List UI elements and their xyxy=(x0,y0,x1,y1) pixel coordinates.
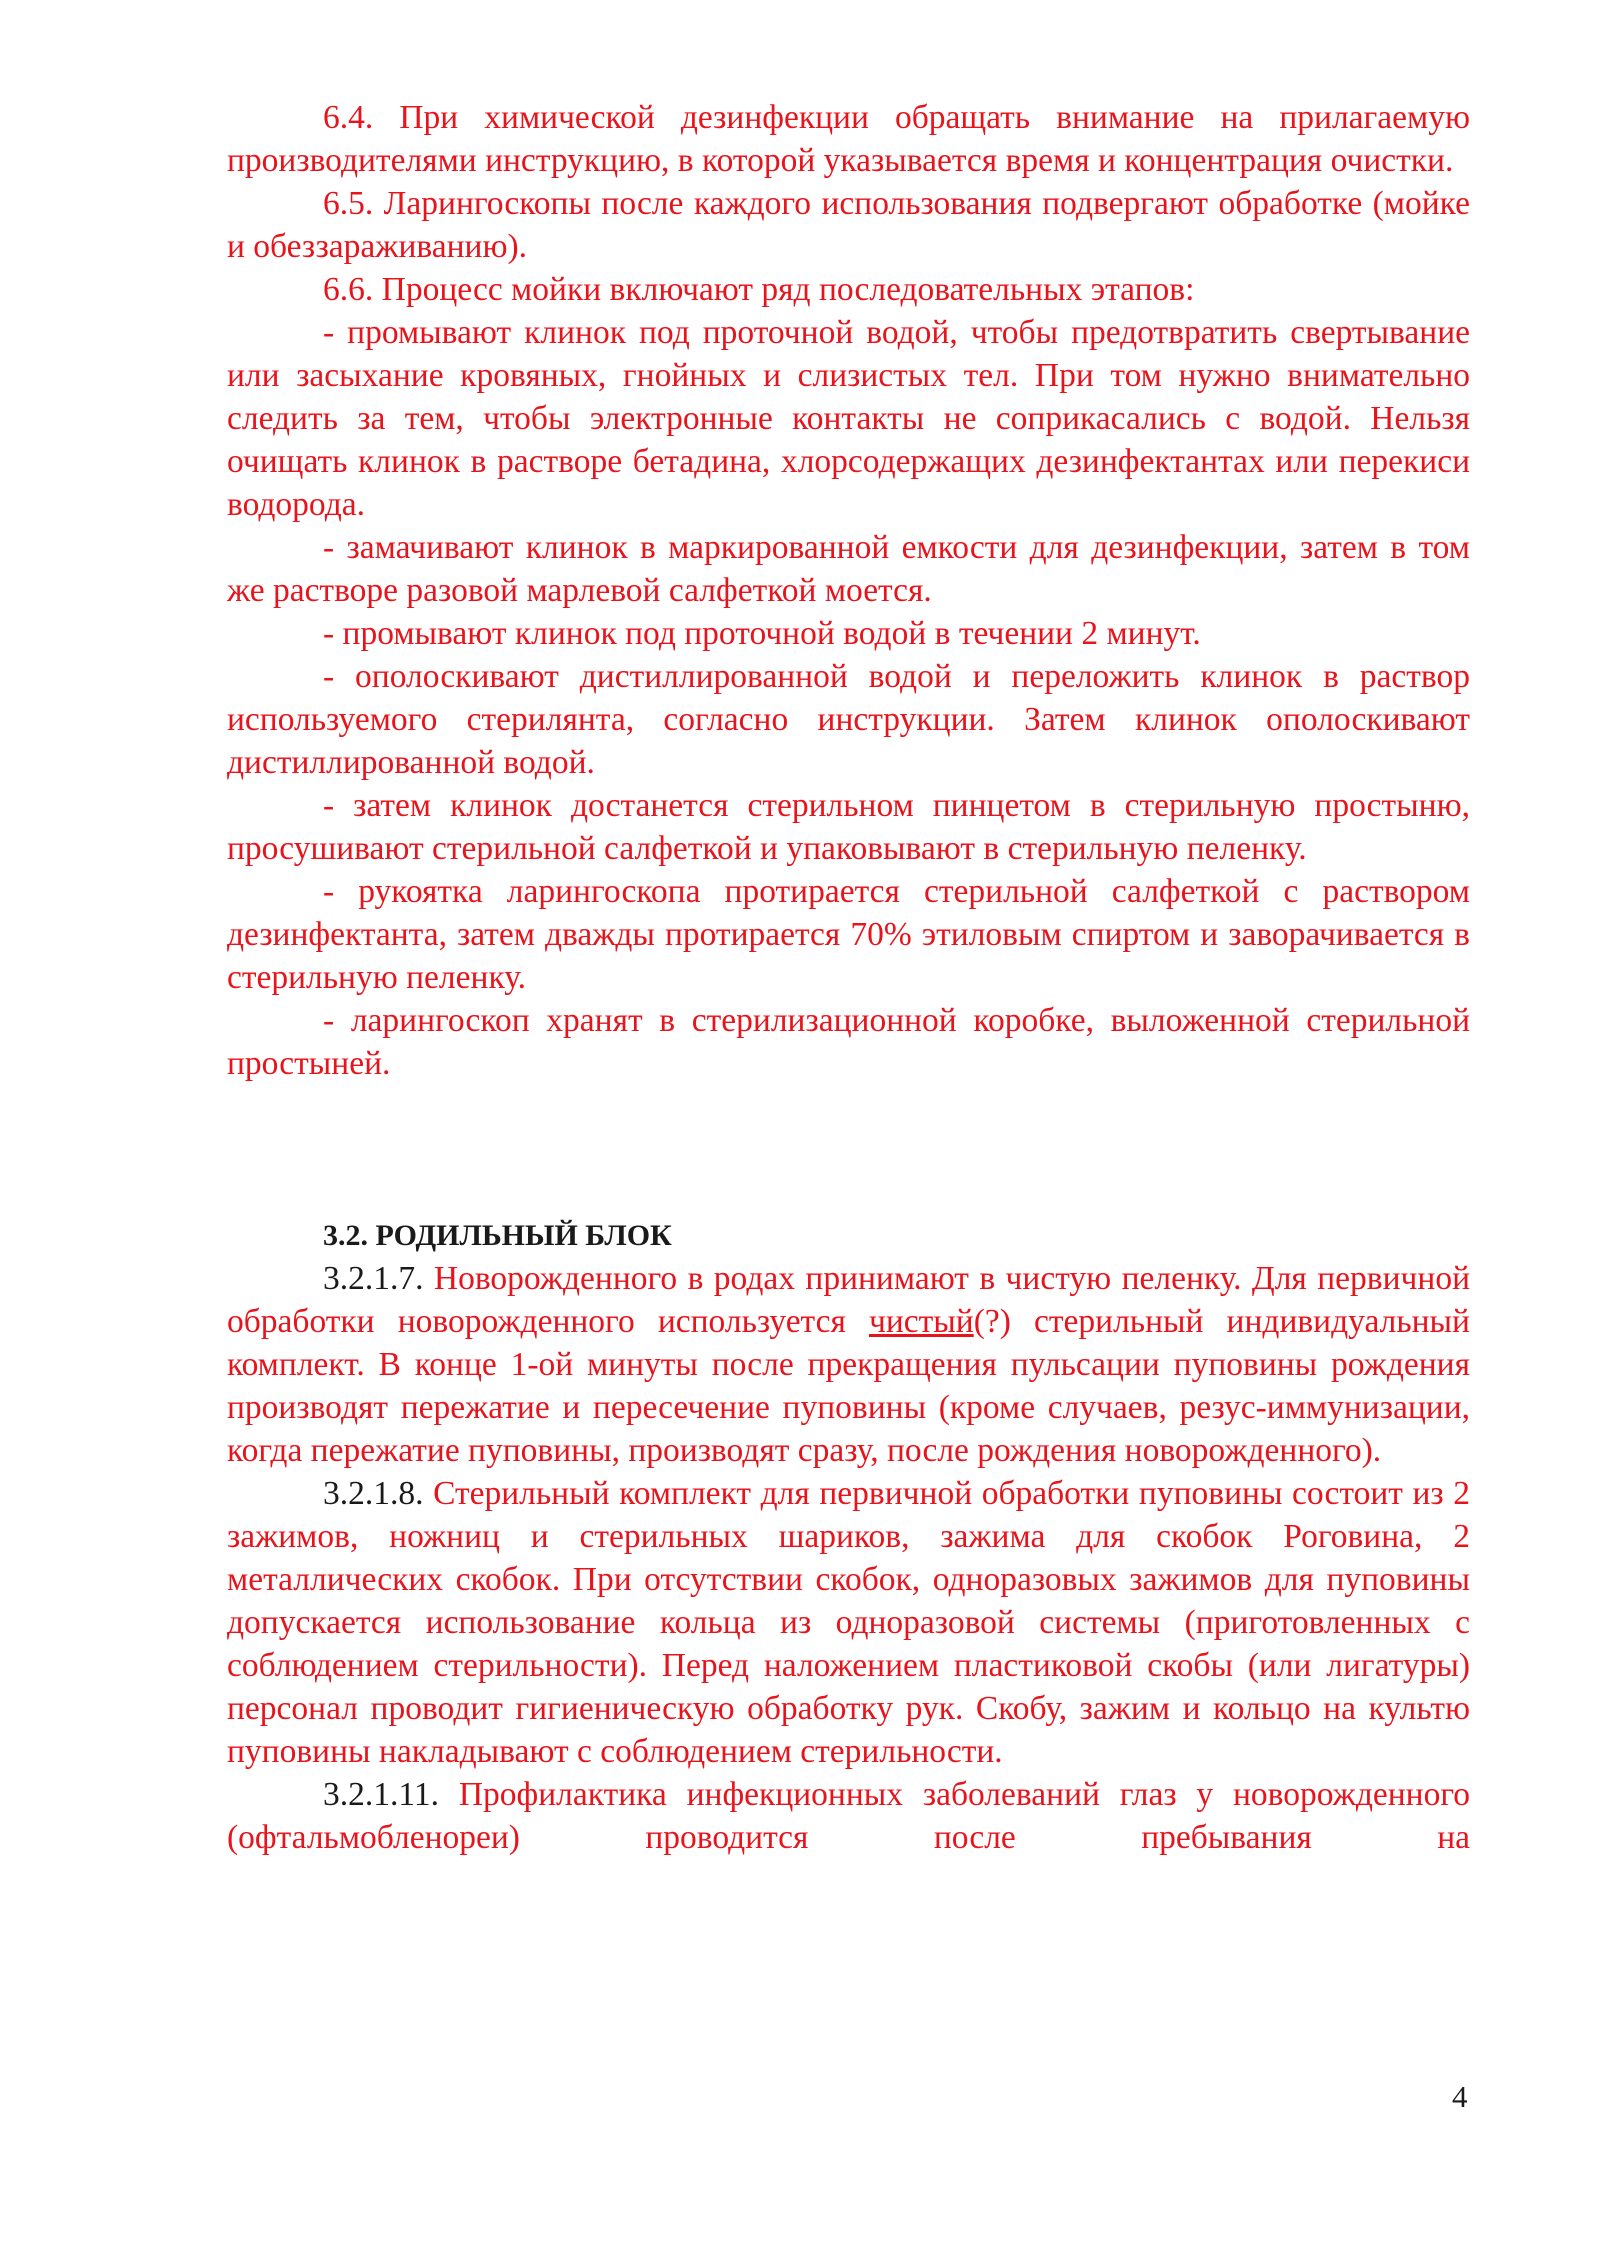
list-item-step-6: - рукоятка ларингоскопа протирается стерильной салфеткой с раствором дезинфектанта, затем дважды протирается 70% этиловым спиртом и заворачивается в стерильную пеленку. xyxy=(227,873,1470,996)
paragraph-6-6: 6.6. Процесс мойки включают ряд последовательных этапов: xyxy=(323,271,1195,308)
paragraph-3-2-1-11 xyxy=(227,1773,1470,1859)
paragraph-number: 3.2.1.7. xyxy=(323,1260,424,1297)
paragraph-text: Новорожденного в родах принимают в чистую пеленку. Для первичной обработки новорожденного используется xyxy=(227,1260,1470,1340)
paragraph-number: 3.2.1.8. xyxy=(323,1475,424,1512)
page-number: 4 xyxy=(1452,2079,1468,2114)
paragraph-6-4: 6.4. При химической дезинфекции обращать внимание на прилагаемую производителями инструкцию, в которой указывается время и концентрация очистки. xyxy=(227,99,1470,179)
list-item-step-3: - промывают клинок под проточной водой в течении 2 минут. xyxy=(323,615,1201,652)
paragraph-text: Профилактика инфекционных заболеваний глаз у новорожденного (офтальмобленореи) проводится после пребывания на xyxy=(227,1776,1470,1856)
paragraph-6-5: 6.5. Ларингоскопы после каждого использования подвергают обработке (мойке и обеззараживанию). xyxy=(227,185,1470,265)
list-item-step-4: - ополоскивают дистиллированной водой и переложить клинок в раствор используемого стерилянта, согласно инструкции. Затем клинок ополоскивают дистиллированной водой. xyxy=(227,658,1470,781)
section-heading: 3.2. РОДИЛЬНЫЙ БЛОК xyxy=(323,1219,672,1252)
paragraph-number: 3.2.1.11. xyxy=(323,1776,440,1813)
list-item-step-1: - промывают клинок под проточной водой, чтобы предотвратить свертывание или засыхание кровяных, гнойных и слизистых тел. При том нужно внимательно следить за тем, чтобы электронные контакты не соприкасались с водой. Нельзя очищать клинок в растворе бетадина, хлорсодержащих дезинфектантах или перекиси водорода. xyxy=(227,314,1470,523)
paragraph-text: (?) стерильный индивидуальный комплект. В конце 1-ой минуты после прекращения пульсации пуповины рождения производят пережатие и пересечение пуповины (кроме случаев, резус-иммунизации, когда пережатие пуповины, производят сразу, после рождения новорожденного). xyxy=(227,1303,1470,1469)
underlined-word: чистый xyxy=(869,1303,974,1340)
document-page xyxy=(227,96,1470,1859)
paragraph-3-2-1-7 xyxy=(227,1257,1470,1472)
list-item-step-5: - затем клинок достанется стерильном пинцетом в стерильную простыню, просушивают стерильной салфеткой и упаковывают в стерильную пеленку. xyxy=(227,787,1470,867)
paragraph-text: Стерильный комплект для первичной обработки пуповины состоит из 2 зажимов, ножниц и стерильных шариков, зажима для скобок Роговина, 2 металлических скобок. При отсутствии скобок, одноразовых зажимов для пуповины допускается использование кольца из одноразовой системы (приготовленных с соблюдением стерильности). Перед наложением пластиковой скобы (или лигатуры) персонал проводит гигиеническую обработку рук. Скобу, зажим и кольцо на культю пуповины накладывают с соблюдением стерильности. xyxy=(227,1475,1470,1770)
paragraph-3-2-1-8 xyxy=(227,1472,1470,1773)
list-item-step-2: - замачивают клинок в маркированной емкости для дезинфекции, затем в том же растворе разовой марлевой салфеткой моется. xyxy=(227,529,1470,609)
list-item-step-7: - ларингоскоп хранят в стерилизационной коробке, выложенной стерильной простыней. xyxy=(227,1002,1470,1082)
